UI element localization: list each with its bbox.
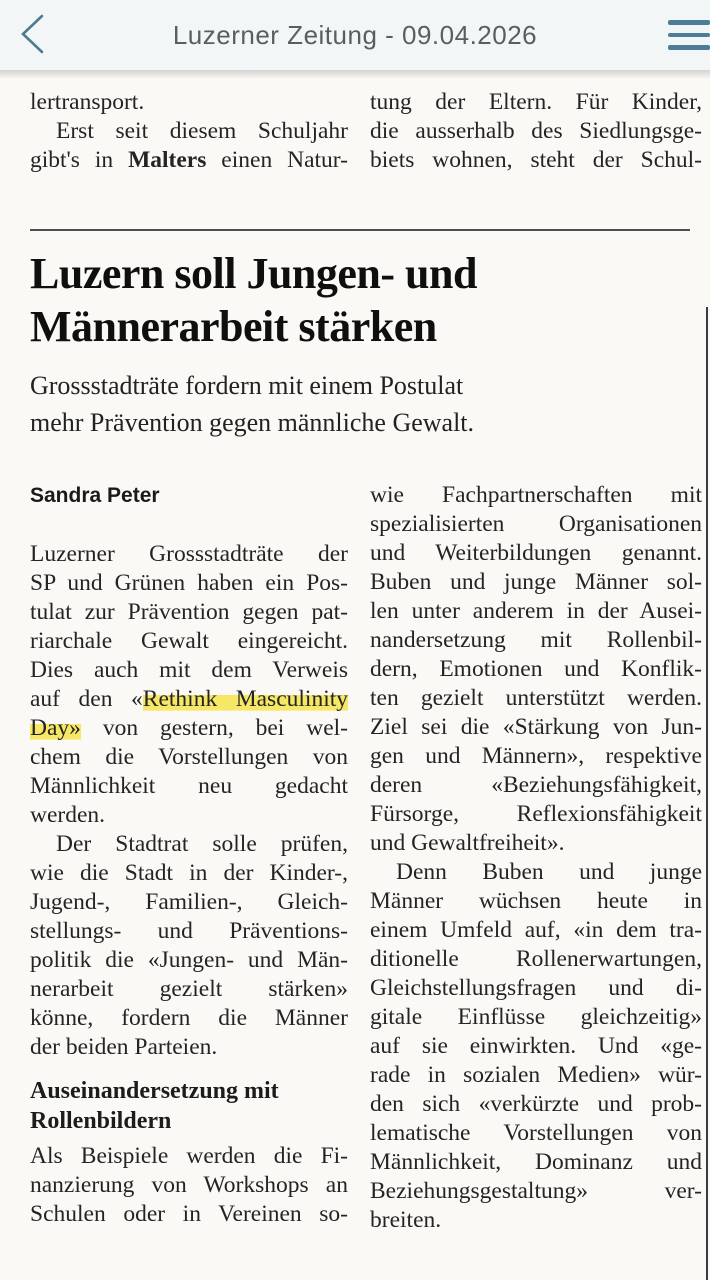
- text-line: Auseinandersetzung mit: [30, 1078, 279, 1104]
- text-line: Beziehungsgestaltung» ver-: [370, 1178, 702, 1204]
- text-line: deren «Beziehungsfähigkeit,: [370, 772, 702, 798]
- text-line: einem Umfeld auf, «in dem tra-: [370, 917, 702, 943]
- text-line: breiten.: [370, 1207, 442, 1233]
- text-line: chem die Vorstellungen von: [30, 744, 348, 770]
- text-line: rade in sozialen Medien» wür-: [370, 1062, 702, 1088]
- text-line: SP und Grünen haben ein Pos-: [30, 570, 348, 596]
- text-line: wie Fachpartnerschaften mit: [370, 482, 702, 508]
- article-headline: [30, 247, 710, 353]
- article-subheading: [30, 1076, 348, 1136]
- text-line: könne, fordern die Männer: [30, 1005, 348, 1031]
- text-line: gibt's in Malters einen Natur-: [30, 147, 348, 173]
- article-paragraph: [30, 88, 348, 117]
- text-line: spezialisierten Organisationen: [370, 511, 702, 537]
- chevron-left-icon: [18, 13, 46, 58]
- text-line: Ziel sei die «Stärkung von Jun-: [370, 714, 702, 740]
- text-line: stellungs- und Präventions-: [30, 918, 348, 944]
- text-line: gitale Einflüsse gleichzeitig»: [370, 1004, 702, 1030]
- lead-line: mehr Prävention gegen männliche Gewalt.: [30, 408, 475, 437]
- text-line: nanzierung von Workshops an: [30, 1172, 348, 1198]
- text-line: den sich «verkürzte und prob-: [370, 1091, 702, 1117]
- text-line: Fürsorge, Reflexionsfähigkeit: [370, 801, 702, 827]
- text-line: tulat zur Prävention gegen pat-: [30, 599, 348, 625]
- text-line: Rollenbildern: [30, 1108, 172, 1134]
- text-line: Luzerner Grossstadträte der: [30, 541, 348, 567]
- text-line: wie die Stadt in der Kinder-,: [30, 860, 348, 886]
- text-line: biets wohnen, steht der Schul-: [370, 147, 702, 173]
- lead-line: Grossstadträte fordern mit einem Postulat: [30, 371, 464, 400]
- text-line: Als Beispiele werden die Fi-: [30, 1143, 348, 1169]
- article-paragraph: [30, 830, 348, 1062]
- back-button[interactable]: [8, 8, 56, 62]
- text-line: nandersetzung mit Rollenbil-: [370, 627, 702, 653]
- text-line: auf sie einwirkten. Und «ge-: [370, 1033, 702, 1059]
- page-edge-rule: [706, 307, 709, 1280]
- byline: Sandra Peter: [30, 484, 160, 507]
- article-column-left-text: [30, 540, 348, 1229]
- text-line: politik die «Jungen- und Män-: [30, 947, 348, 973]
- article-paragraph: [370, 88, 702, 175]
- article-paragraph: [370, 481, 702, 858]
- previous-article-fragment: [30, 88, 710, 175]
- text-line: auf den «Rethink Masculinity: [30, 686, 349, 712]
- text-line: Männlichkeit neu gedacht: [30, 773, 348, 799]
- app-bar: [0, 0, 710, 70]
- text-line: werden.: [30, 802, 106, 828]
- text-line: Denn Buben und junge: [396, 859, 702, 885]
- text-line: Buben und junge Männer sol-: [370, 569, 702, 595]
- text-line: len unter anderem in der Ausei-: [370, 598, 702, 624]
- text-line: Schulen oder in Vereinen so-: [30, 1201, 348, 1227]
- article-paragraph: [370, 858, 702, 1235]
- text-line: Dies auch mit dem Verweis: [30, 657, 348, 683]
- article-column-right: [370, 481, 702, 1235]
- text-line: dern, Emotionen und Konflik-: [370, 656, 702, 682]
- text-line: riarchale Gewalt eingereicht.: [30, 628, 348, 654]
- text-line: Männlichkeit, Dominanz und: [370, 1149, 702, 1175]
- text-line: der beiden Parteien.: [30, 1034, 218, 1060]
- article-paragraph: [30, 1142, 348, 1229]
- text-line: Der Stadtrat solle prüfen,: [56, 831, 348, 857]
- article-lead: [30, 367, 710, 441]
- main-article: [30, 229, 710, 1235]
- text-line: ten gezielt unterstützt werden.: [370, 685, 702, 711]
- text-line: und Weiterbildungen genannt.: [370, 540, 702, 566]
- text-line: und Gewaltfreiheit».: [370, 830, 565, 856]
- hamburger-menu-icon: [666, 20, 710, 50]
- text-line: Gleichstellungsfragen und di-: [370, 975, 702, 1001]
- appbar-shadow: [0, 70, 710, 79]
- text-line: Männer wüchsen heute in: [370, 888, 702, 914]
- article-divider: [30, 229, 690, 231]
- article-paragraph: [30, 540, 348, 830]
- text-line: Erst seit diesem Schuljahr: [56, 118, 348, 144]
- highlighted-text[interactable]: Rethink Masculinity: [142, 686, 349, 712]
- text-line: Jugend-, Familien-, Gleich-: [30, 889, 348, 915]
- menu-button[interactable]: [666, 10, 710, 60]
- issue-title: Luzerner Zeitung - 09.04.2026: [172, 19, 538, 50]
- headline-line: Männerarbeit stärken: [30, 302, 437, 351]
- text-line: ditionelle Rollenerwartungen,: [370, 946, 702, 972]
- article-column-left: [30, 481, 348, 1235]
- top-fragment-right: [370, 88, 702, 175]
- text-line: lematische Vorstellungen von: [370, 1120, 702, 1146]
- text-line: Day» von gestern, bei wel-: [30, 715, 348, 741]
- article-paragraph: [30, 117, 348, 175]
- text-line: lertransport.: [30, 89, 145, 115]
- epaper-page[interactable]: [0, 79, 710, 1235]
- text-line: gen und Männern», respektive: [370, 743, 702, 769]
- highlighted-text[interactable]: Day»: [30, 715, 81, 741]
- text-line: die ausserhalb des Siedlungsge-: [370, 118, 702, 144]
- headline-line: Luzern soll Jungen- und: [30, 249, 477, 298]
- top-fragment-left: [30, 88, 348, 175]
- text-line: tung der Eltern. Für Kinder,: [370, 89, 702, 115]
- text-line: nerarbeit gezielt stärken»: [30, 976, 348, 1002]
- article-body: [30, 481, 710, 1235]
